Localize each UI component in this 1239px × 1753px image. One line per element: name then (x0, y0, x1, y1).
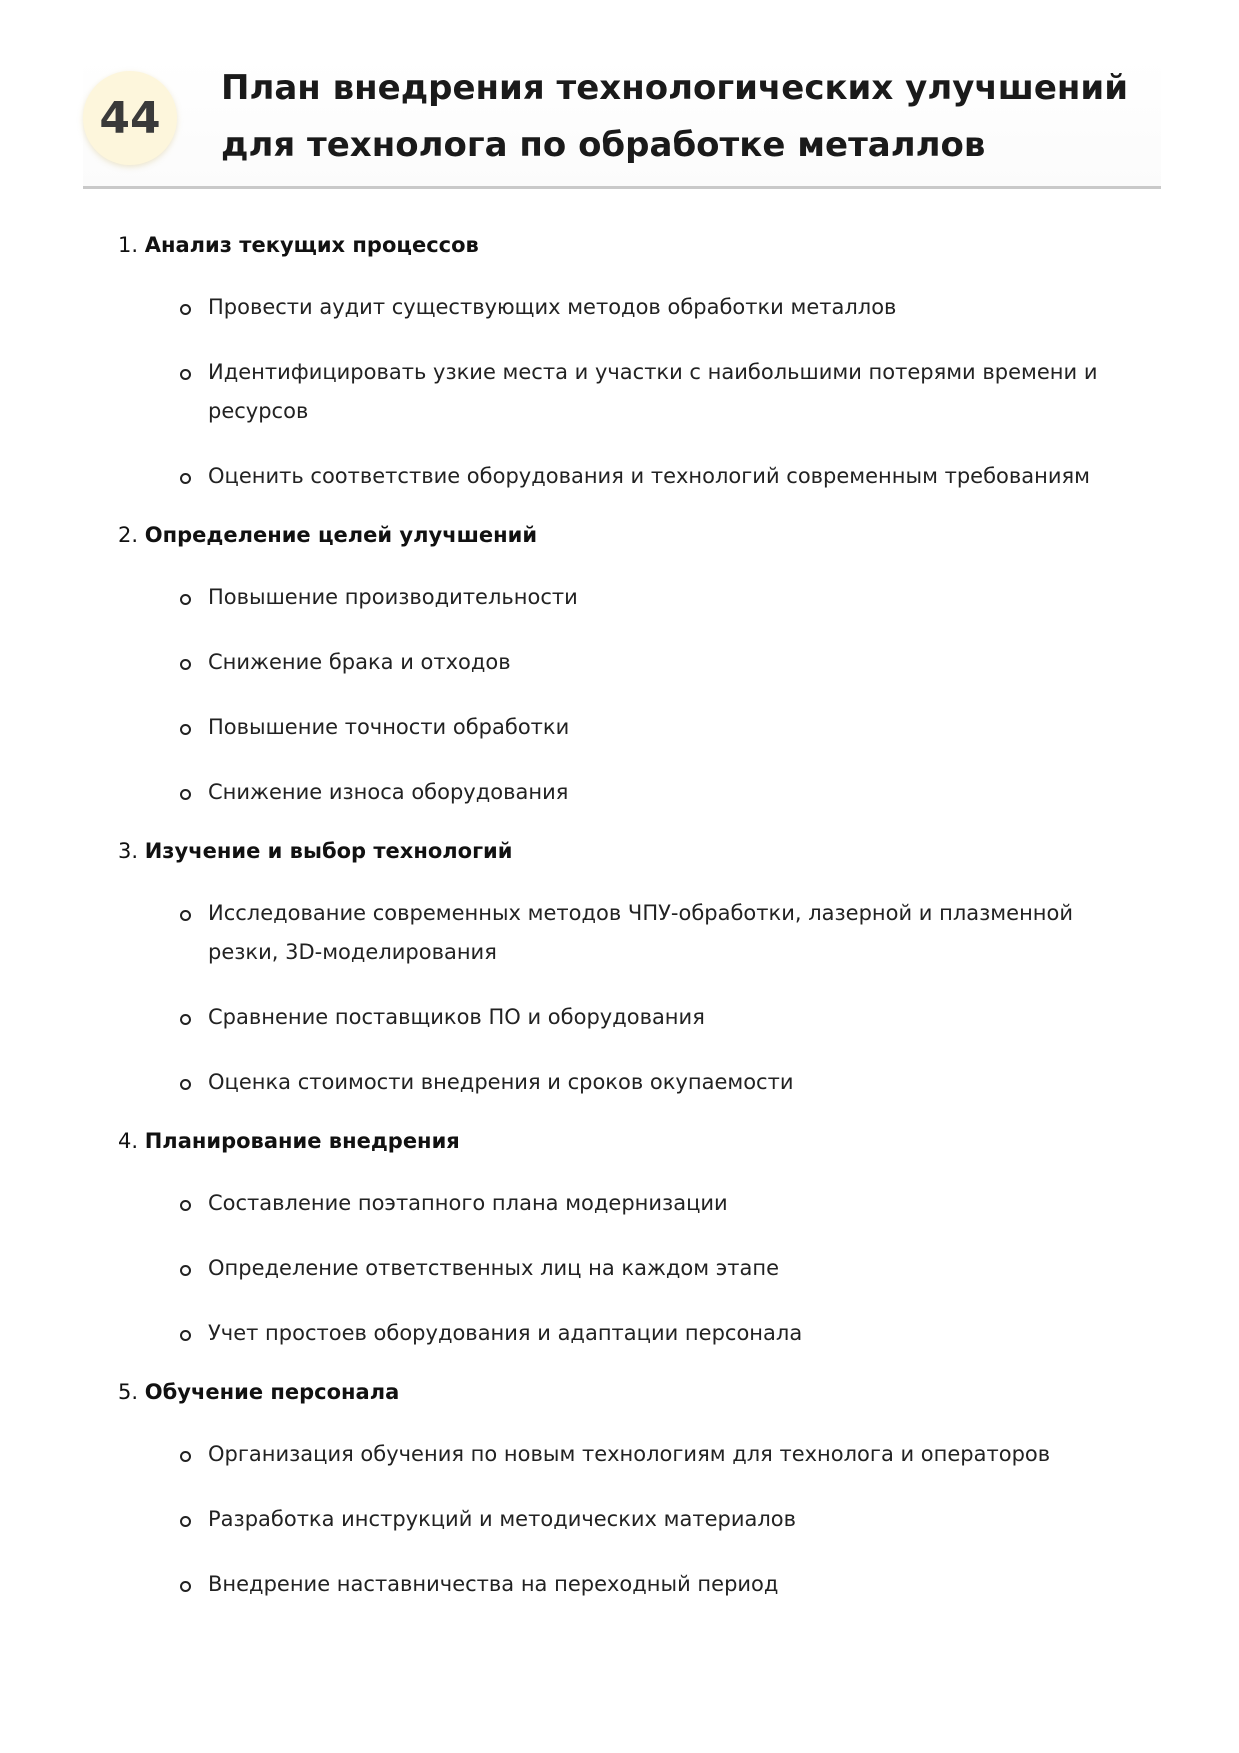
list-item (118, 1565, 1148, 1604)
plan-section (118, 230, 1148, 496)
section-number: 3. (118, 839, 139, 863)
circle-bullet-icon (180, 910, 191, 921)
circle-bullet-icon (180, 1451, 191, 1462)
circle-bullet-icon (180, 659, 191, 670)
circle-bullet-icon (180, 1581, 191, 1592)
list-item (118, 1249, 1148, 1288)
list-item (118, 708, 1148, 747)
list-item-text: Провести аудит существующих методов обработки металлов (208, 295, 897, 319)
plan-section (118, 836, 1148, 1102)
page-title: План внедрения технологических улучшений для технолога по обработке металлов (221, 68, 1129, 165)
section-title: Анализ текущих процессов (144, 233, 479, 257)
circle-bullet-icon (180, 1200, 191, 1211)
list-item (118, 1063, 1148, 1102)
list-item-text: Исследование современных методов ЧПУ-обработки, лазерной и плазменной резки, 3D-моделирования (208, 901, 1074, 964)
circle-bullet-icon (180, 369, 191, 380)
list-item-text: Составление поэтапного плана модернизации (208, 1191, 728, 1215)
circle-bullet-icon (180, 1265, 191, 1276)
section-items (118, 894, 1148, 1102)
list-item (118, 1314, 1148, 1353)
plan-section (118, 1377, 1148, 1604)
plan-sections-list (118, 230, 1148, 1604)
section-number: 1. (118, 233, 139, 257)
section-title: Планирование внедрения (144, 1129, 460, 1153)
list-item-text: Снижение износа оборудования (208, 780, 569, 804)
list-item-text: Оценка стоимости внедрения и сроков окупаемости (208, 1070, 794, 1094)
list-item (118, 457, 1148, 496)
section-title: Изучение и выбор технологий (144, 839, 513, 863)
list-item (118, 1500, 1148, 1539)
section-title: Определение целей улучшений (144, 523, 538, 547)
circle-bullet-icon (180, 1079, 191, 1090)
list-item (118, 1435, 1148, 1474)
section-heading (118, 1377, 1148, 1415)
circle-bullet-icon (180, 594, 191, 605)
section-heading (118, 230, 1148, 268)
section-items (118, 1184, 1148, 1353)
list-item (118, 353, 1148, 431)
list-item-text: Внедрение наставничества на переходный период (208, 1572, 779, 1596)
section-items (118, 578, 1148, 812)
list-item (118, 894, 1148, 972)
section-heading (118, 836, 1148, 874)
list-item (118, 773, 1148, 812)
section-heading (118, 1126, 1148, 1164)
section-items (118, 288, 1148, 496)
plan-content (118, 230, 1148, 1604)
list-item (118, 998, 1148, 1037)
list-item-text: Сравнение поставщиков ПО и оборудования (208, 1005, 705, 1029)
circle-bullet-icon (180, 473, 191, 484)
section-number: 2. (118, 523, 139, 547)
circle-bullet-icon (180, 304, 191, 315)
circle-bullet-icon (180, 1330, 191, 1341)
list-item-text: Оценить соответствие оборудования и технологий современным требованиям (208, 464, 1090, 488)
list-item (118, 288, 1148, 327)
circle-bullet-icon (180, 1516, 191, 1527)
circle-bullet-icon (180, 724, 191, 735)
list-item (118, 1184, 1148, 1223)
circle-bullet-icon (180, 1014, 191, 1025)
page-header (83, 58, 1161, 189)
section-items (118, 1435, 1148, 1604)
section-number: 4. (118, 1129, 139, 1153)
list-item-text: Учет простоев оборудования и адаптации персонала (208, 1321, 803, 1345)
list-item-text: Идентифицировать узкие места и участки с наибольшими потерями времени и ресурсов (208, 360, 1098, 423)
section-title: Обучение персонала (144, 1380, 400, 1404)
list-item-text: Снижение брака и отходов (208, 650, 511, 674)
list-item (118, 578, 1148, 617)
page-number-badge: 44 (83, 71, 177, 165)
list-item-text: Определение ответственных лиц на каждом этапе (208, 1256, 780, 1280)
circle-bullet-icon (180, 789, 191, 800)
list-item-text: Повышение точности обработки (208, 715, 570, 739)
list-item (118, 643, 1148, 682)
plan-section (118, 520, 1148, 812)
plan-section (118, 1126, 1148, 1353)
list-item-text: Организация обучения по новым технологиям для технолога и операторов (208, 1442, 1051, 1466)
list-item-text: Повышение производительности (208, 585, 578, 609)
section-number: 5. (118, 1380, 139, 1404)
list-item-text: Разработка инструкций и методических материалов (208, 1507, 797, 1531)
section-heading (118, 520, 1148, 558)
